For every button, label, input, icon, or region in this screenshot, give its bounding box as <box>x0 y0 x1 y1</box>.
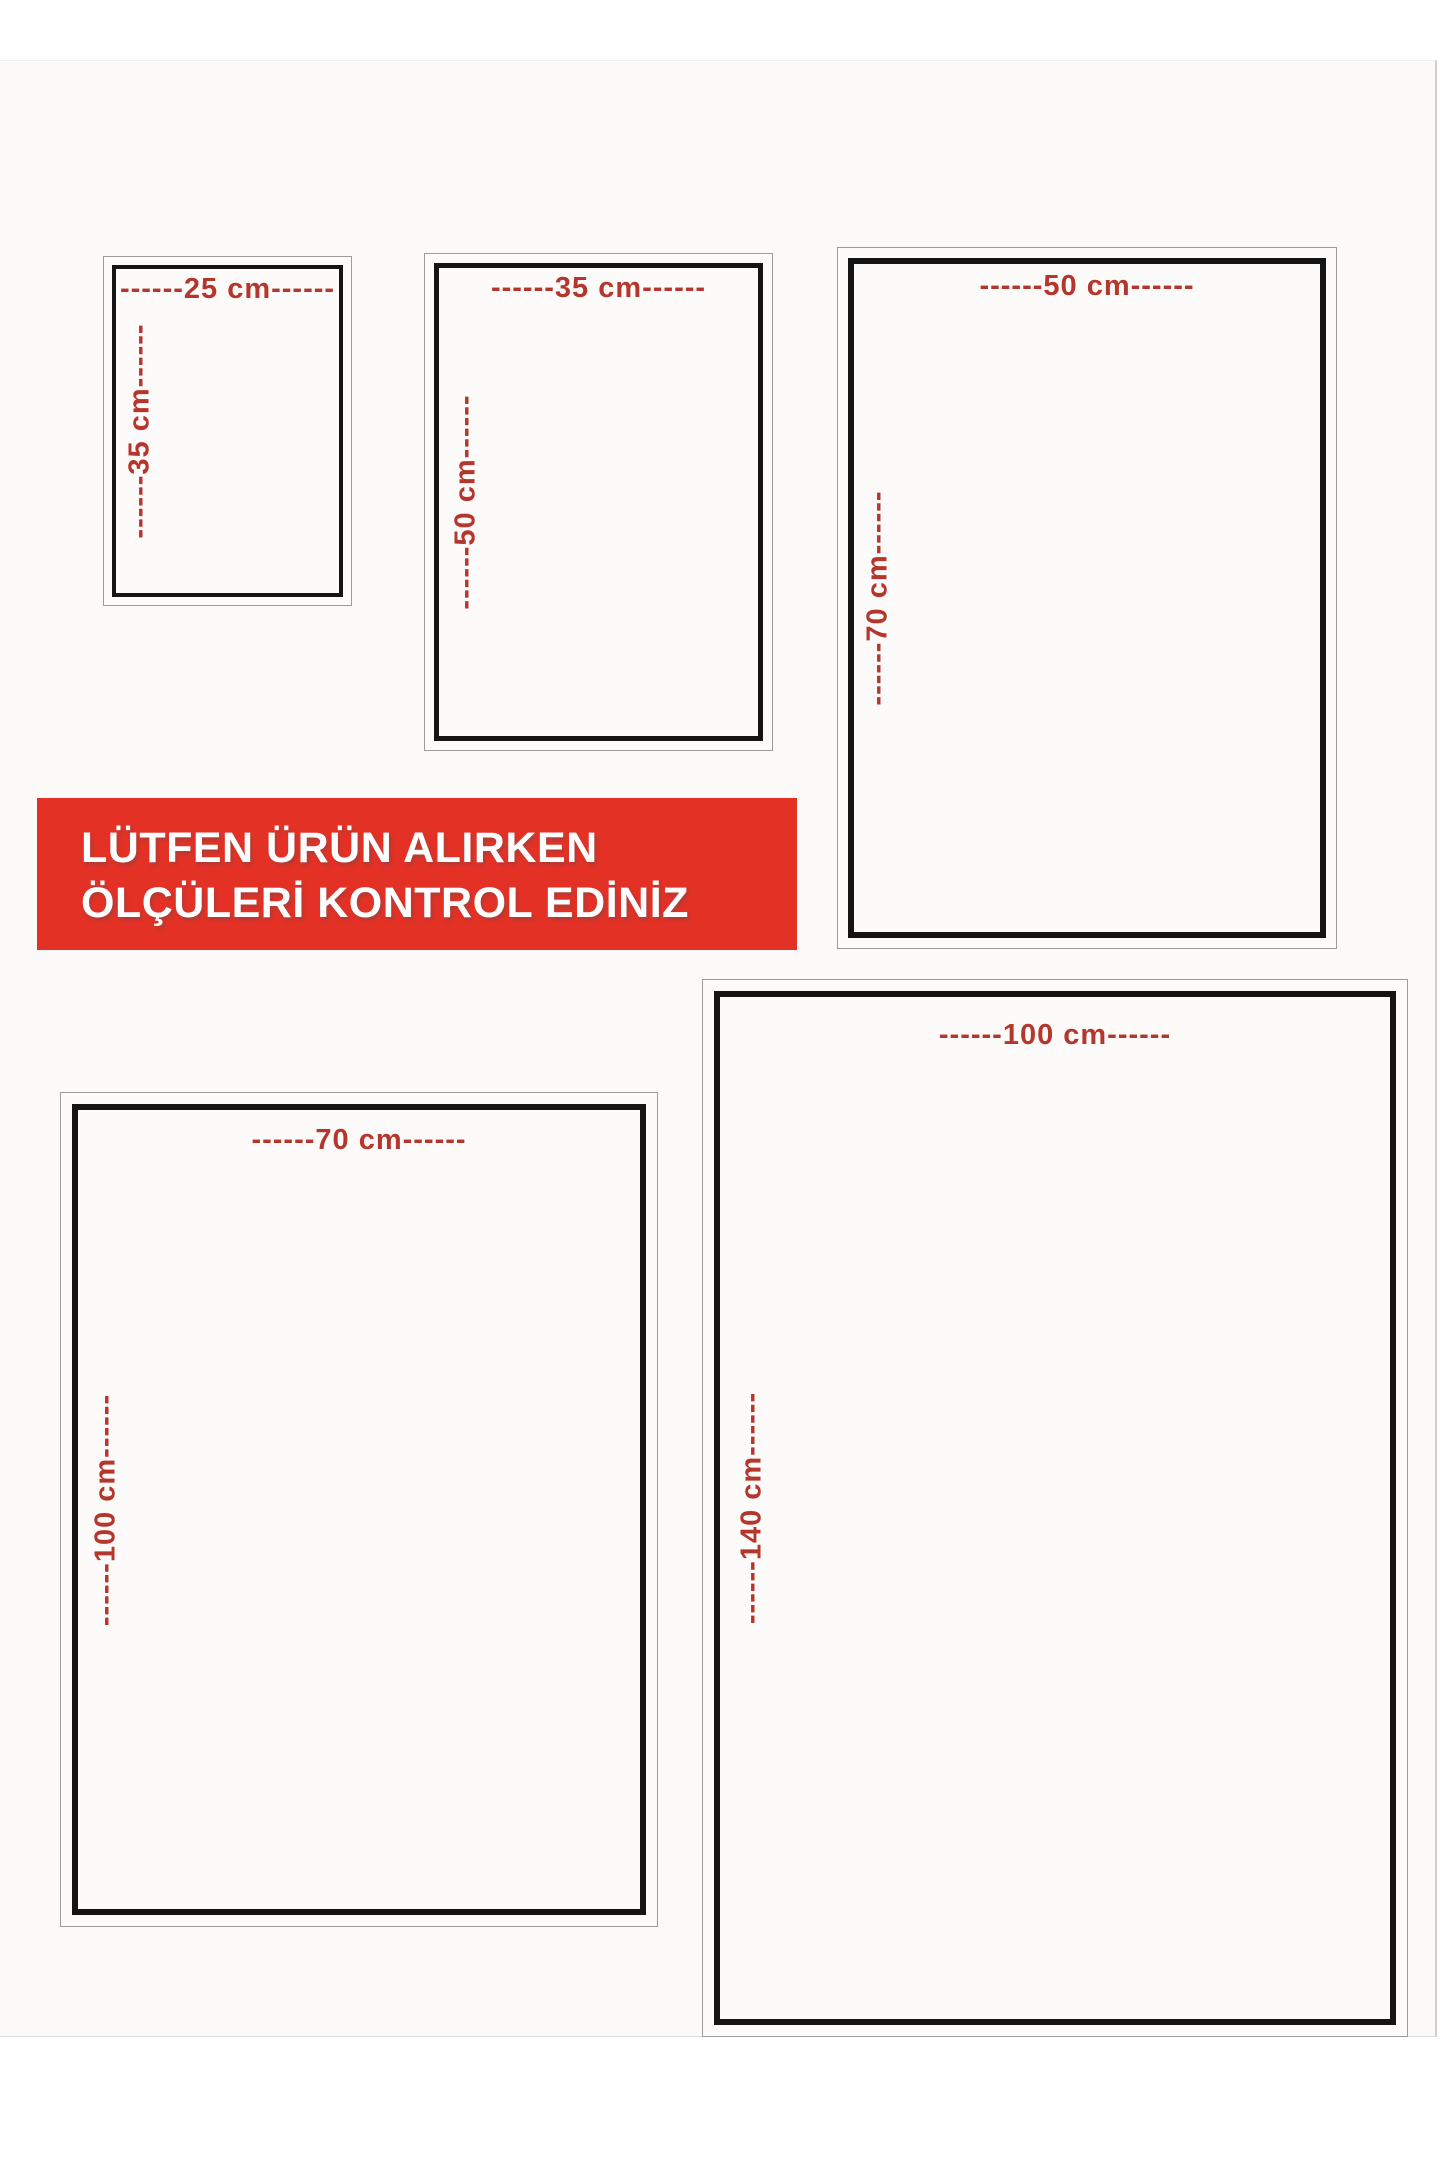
warning-banner-line2: ÖLÇÜLERİ KONTROL EDİNİZ <box>81 879 689 927</box>
size-box-25x35-inner <box>112 265 343 597</box>
size-box-100x140-inner <box>714 991 1396 2025</box>
size-box-25x35 <box>103 256 352 606</box>
product-image-area <box>0 60 1437 2037</box>
size-box-50x70 <box>837 247 1337 949</box>
size-box-50x70-inner <box>848 258 1326 938</box>
height-dimension-label: ------100 cm------ <box>89 1393 122 1626</box>
height-dimension-label: ------35 cm------ <box>123 323 156 539</box>
width-dimension-label: ------50 cm------ <box>979 270 1195 302</box>
width-dimension-label: ------25 cm------ <box>119 273 336 305</box>
width-dimension-label: ------100 cm------ <box>938 1019 1172 1051</box>
size-box-35x50 <box>424 253 773 751</box>
width-dimension-label: ------35 cm------ <box>490 272 707 304</box>
height-dimension-label: ------140 cm------ <box>735 1391 768 1625</box>
height-dimension-label: ------70 cm------ <box>861 490 894 706</box>
width-dimension-label: ------70 cm------ <box>251 1124 467 1156</box>
size-box-35x50-inner <box>434 263 763 741</box>
warning-banner <box>37 798 797 950</box>
size-box-70x100 <box>60 1092 658 1927</box>
warning-banner-line1: LÜTFEN ÜRÜN ALIRKEN <box>81 824 598 872</box>
height-dimension-label: ------50 cm------ <box>449 394 482 610</box>
size-box-100x140 <box>702 979 1408 2037</box>
size-box-70x100-inner <box>72 1104 646 1915</box>
